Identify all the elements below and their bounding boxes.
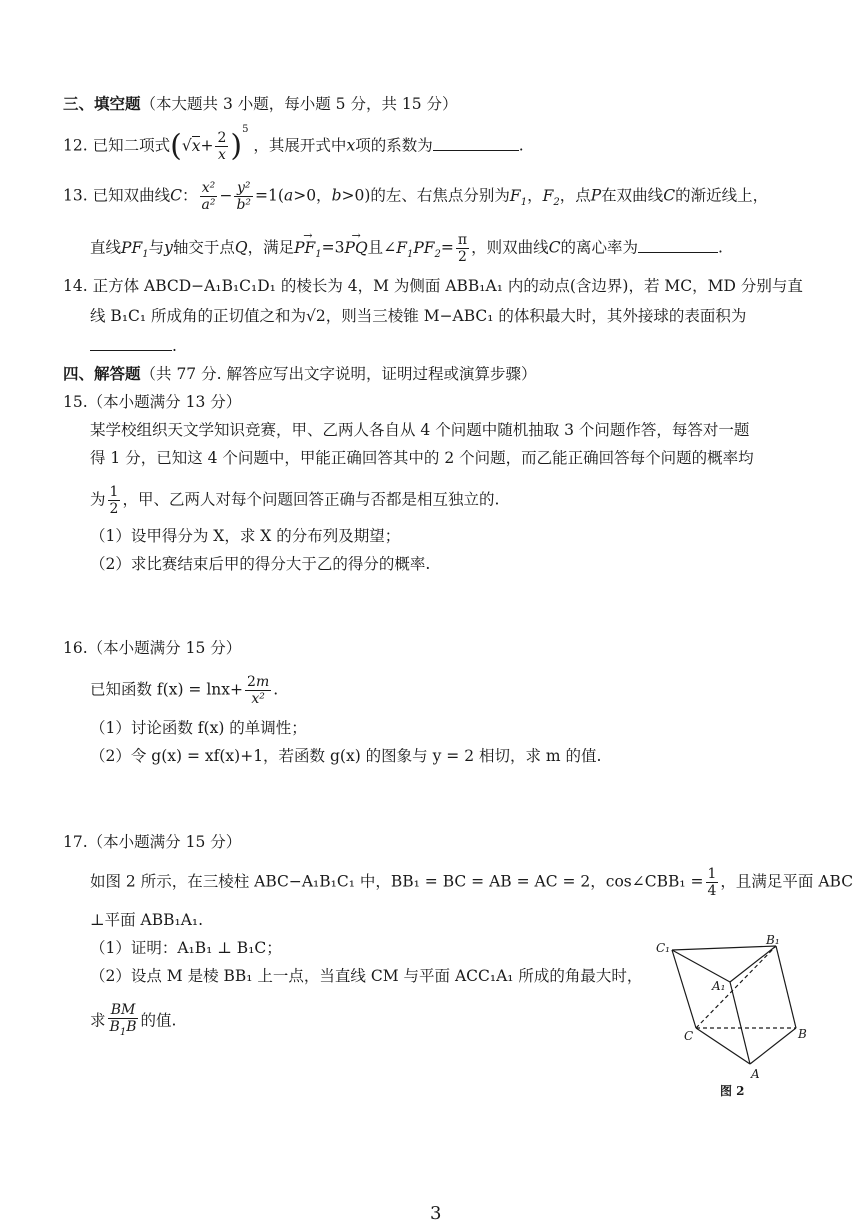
q16-line1-b: . xyxy=(273,680,279,699)
q14-line2: 线 B₁C₁ 所成角的正切值之和为√2，则当三棱锥 M−ABC₁ 的体积最大时，其外接球的表面积为 xyxy=(90,307,747,325)
q13-line1-e: 的渐近线上， xyxy=(675,186,769,205)
answer-blank[interactable] xyxy=(638,238,718,253)
q13-end: . xyxy=(718,238,723,257)
question-number: 13. xyxy=(63,186,88,205)
question-12 xyxy=(63,124,524,164)
question-number: 15. xyxy=(63,393,88,411)
c: C xyxy=(663,186,676,205)
prism-figure xyxy=(650,932,820,1102)
edge-a1-a xyxy=(730,982,750,1064)
page-number: 3 xyxy=(430,1203,442,1224)
q14-line1: 正方体 ABCD−A₁B₁C₁D₁ 的棱长为 4，M 为侧面 ABB₁A₁ 内的动点(含边界)，若 MC，MD 分别与直 xyxy=(92,277,803,295)
q15-sub-1: （1）设甲得分为 X，求 X 的分布列及期望； xyxy=(90,527,401,545)
q14-end: . xyxy=(172,337,177,355)
q15-line-1: 某学校组织天文学知识竞赛，甲、乙两人各自从 4 个问题中随机抽取 3 个问题作答，每答对一题 xyxy=(90,421,750,439)
question-number: 14. xyxy=(63,277,88,295)
q12-text-a: 已知二项式 xyxy=(92,136,171,155)
q13-line1-d: 在双曲线 xyxy=(601,186,664,205)
q17-sub-1: （1）证明：A₁B₁ ⊥ B₁C； xyxy=(90,939,282,957)
edge-a1-b1 xyxy=(730,946,776,982)
q12-sqrt-x: √x+ xyxy=(181,136,214,155)
left-paren: ( xyxy=(170,128,182,164)
q13-line2-g: 的离心率为 xyxy=(560,238,638,257)
q17-sub-2: （2）设点 M 是棱 BB₁ 上一点，当直线 CM 与平面 ACC₁A₁ 所成的角最大时， xyxy=(90,967,643,985)
q13-frac-x: $\frac{\text{x²}}{\text{a²}}$ xyxy=(201,180,216,213)
q17-score: （本小题满分 15 分） xyxy=(87,833,242,851)
a: a xyxy=(283,186,294,205)
figure-caption: 图 2 xyxy=(720,1084,745,1098)
edge-c-b1-hidden xyxy=(696,946,776,1028)
c-label: C xyxy=(170,186,182,205)
answer-blank[interactable] xyxy=(90,336,172,351)
section-4-heading xyxy=(63,364,536,384)
q16-frac: $\frac{2m}{\text{x²}}$ xyxy=(247,674,270,707)
section-3-note: （本大题共 3 小题，每小题 5 分，共 15 分） xyxy=(140,95,458,113)
right-paren: ) xyxy=(230,128,243,164)
c: C xyxy=(548,238,561,257)
f-1: $F_1$ xyxy=(509,186,528,208)
q17-sub2-b: 求 xyxy=(90,1011,106,1030)
q17-sub-2-end xyxy=(90,1002,176,1041)
b: b xyxy=(331,186,342,205)
q13-line1-c: ，点 xyxy=(559,186,591,205)
q13-frac-pi: $\frac{\pi}{2}$ xyxy=(457,232,468,265)
pq: → PQ xyxy=(345,238,368,258)
q16-sub-1: （1）讨论函数 f(x) 的单调性； xyxy=(90,719,307,737)
f-1pf-2: $F_1PF_2$ xyxy=(396,238,441,260)
section-3-title: 三、填空题 xyxy=(63,94,141,113)
q13-line2-b: 与 xyxy=(148,238,165,257)
q17-sub2-c: 的值. xyxy=(140,1011,177,1030)
question-number: 12. xyxy=(63,136,88,155)
label-b1: B₁ xyxy=(766,933,780,947)
label-c: C xyxy=(684,1029,694,1043)
q17-line1-a: 如图 2 所示，在三棱柱 ABC−A₁B₁C₁ 中，BB₁ = BC = AB = AC = 2，cos∠CBB₁ = xyxy=(90,872,704,891)
q15-line3-b: ，甲、乙两人对每个问题回答正确与否都是相互独立的. xyxy=(122,490,500,509)
q13-line1-b: 的左、右焦点分别为 xyxy=(370,186,510,205)
section-4-title: 四、解答题 xyxy=(63,364,141,383)
q13-line2-a: 直线 xyxy=(90,238,122,257)
q17-line-2: ⊥平面 ABB₁A₁. xyxy=(90,911,204,929)
q17-line1-b: ，且满足平面 ABC xyxy=(720,872,854,891)
q15-score: （本小题满分 13 分） xyxy=(87,393,242,411)
q16-line-1 xyxy=(90,674,278,707)
question-14-line-2 xyxy=(90,306,746,326)
q15-frac-half: $\frac{1}{2}$ xyxy=(109,484,119,517)
q15-sub-2: （2）求比赛结束后甲的得分大于乙的得分的概率. xyxy=(90,555,431,573)
question-number: 17. xyxy=(63,833,88,851)
pf-1: $PF_1$ xyxy=(121,238,149,260)
edge-c-a xyxy=(696,1028,750,1064)
question-16-header xyxy=(63,638,241,658)
q17-line-1 xyxy=(90,866,853,899)
q15-line3-a: 为 xyxy=(90,490,106,509)
q15-line-2: 得 1 分，已知这 4 个问题中，甲能正确回答其中的 2 个问题，而乙能正确回答每个问题的概率均 xyxy=(90,449,754,467)
question-14-line-3 xyxy=(90,336,177,356)
q16-line1-a: 已知函数 f(x) = lnx+ xyxy=(90,680,244,699)
q13-line2-f: ，则双曲线 xyxy=(471,238,549,257)
edge-a-b xyxy=(750,1028,796,1064)
q15-line-3 xyxy=(90,484,499,517)
question-13-line-1: 13. 已知双曲线C： $\frac{\text{x²}}{\text{a²}}$ − $\frac{\text{y²}}{\text{b²}}$ =1(a>0，b>0)的左、右焦点分别为$F_1$，$F_2$，点P在双曲线C的渐近线上， xyxy=(63,180,769,213)
label-a: A xyxy=(751,1067,760,1081)
edge-b1-b xyxy=(776,946,796,1028)
q16-sub-2: （2）令 g(x) = xf(x)+1，若函数 g(x) 的图象与 y = 2 相切，求 m 的值. xyxy=(90,747,602,765)
f-2: $F_2$ xyxy=(542,186,560,208)
q12-exponent: 5 xyxy=(242,124,249,136)
section-3-heading xyxy=(63,94,458,114)
q12-end: . xyxy=(518,136,524,155)
q17-frac-bm: $\frac{BM}{B_1B}$ xyxy=(109,1002,137,1038)
p: P xyxy=(590,186,602,205)
q16-score: （本小题满分 15 分） xyxy=(87,639,242,657)
question-number: 16. xyxy=(63,639,88,657)
q13-line2-e: 且 xyxy=(367,238,384,257)
y: y xyxy=(164,238,173,257)
q13-line2-d: ，满足 xyxy=(247,238,295,257)
question-14-line-1 xyxy=(63,276,803,296)
q17-frac: $\frac{1}{4}$ xyxy=(707,866,717,899)
q13-line1-a: 已知双曲线 xyxy=(92,186,171,205)
label-c1: C₁ xyxy=(656,941,670,955)
label-b: B xyxy=(798,1027,807,1041)
label-a1: A₁ xyxy=(712,979,726,993)
q12-var: x xyxy=(346,136,356,155)
q12-text-c: 项的系数为 xyxy=(355,136,433,155)
q13-frac-y: $\frac{\text{y²}}{\text{b²}}$ xyxy=(236,180,252,213)
pf-1: → $PF_1$ xyxy=(294,238,322,265)
q13-line2-c: 轴交于点 xyxy=(172,238,235,257)
q12-text-b: ，其展开式中 xyxy=(253,136,347,155)
section-4-note: （共 77 分. 解答应写出文字说明，证明过程或演算步骤） xyxy=(140,365,537,383)
question-17-header xyxy=(63,832,241,852)
q12-fraction: $\frac{2}{x}$ xyxy=(217,130,227,163)
edge-c1-b1 xyxy=(672,946,776,950)
question-15-header xyxy=(63,392,241,412)
answer-blank[interactable] xyxy=(433,136,519,151)
q: Q xyxy=(234,238,248,257)
question-13-line-2: 直线$PF_1$与y轴交于点Q，满足→ $PF_1=3\to$ PQ且$\angle F_1PF_2=$ $\frac{\pi}{2}$ ，则双曲线C的离心率为 . xyxy=(90,232,723,265)
